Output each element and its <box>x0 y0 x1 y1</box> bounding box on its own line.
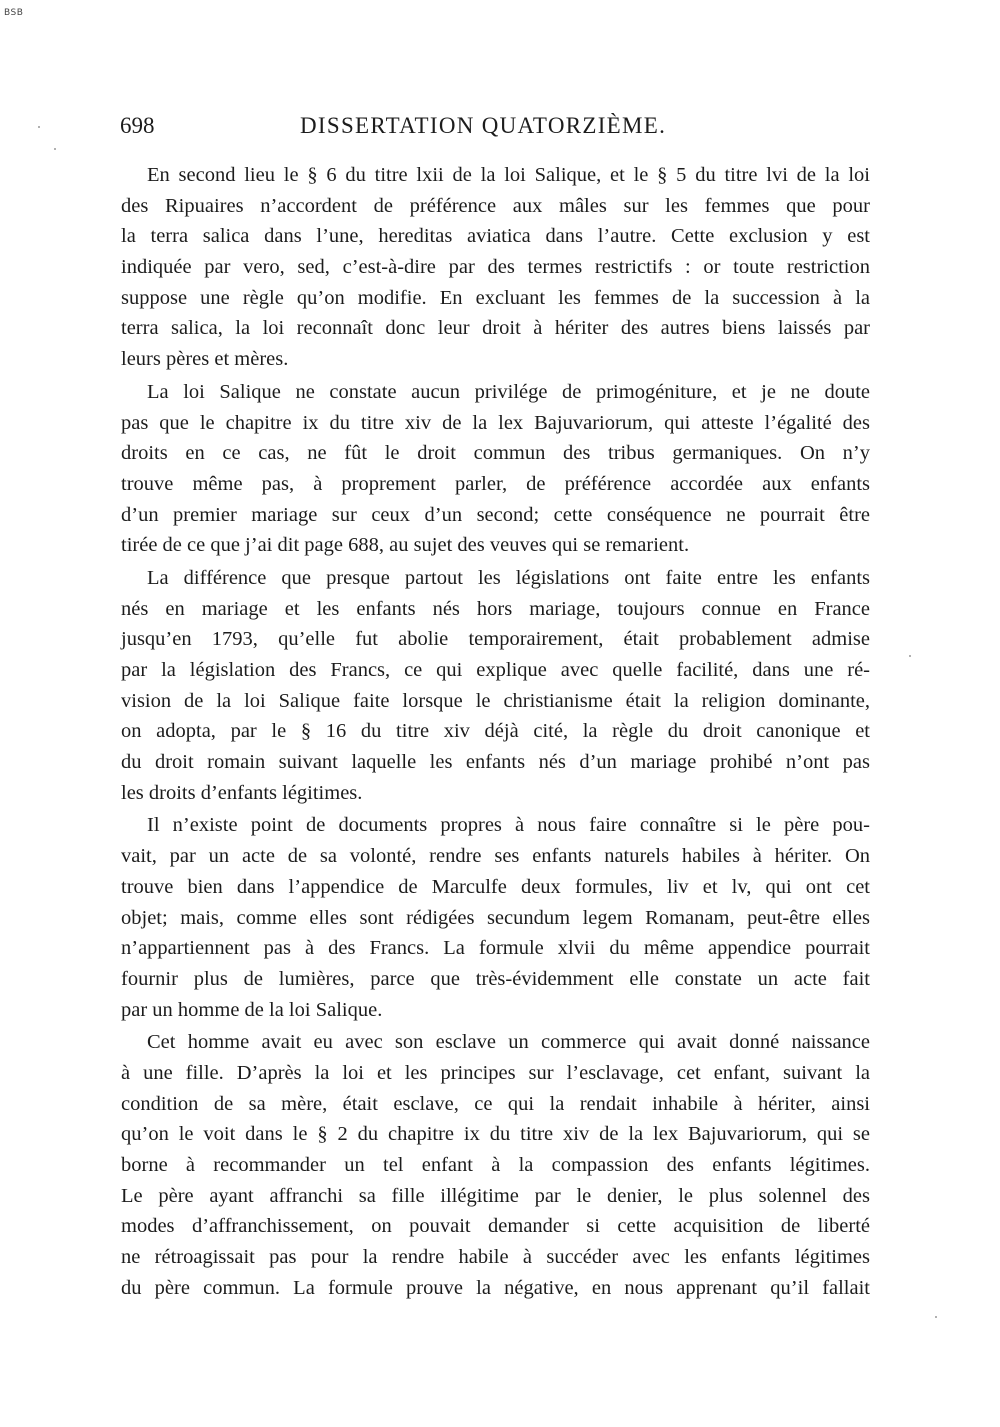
text-line: qu’on le voit dans le § 2 du chapitre ix du titre xiv de la lex Bajuvariorum, qui se <box>121 1123 870 1146</box>
paragraph <box>121 810 870 1025</box>
text-line: droits en ce cas, ne fût le droit commun des tribus germaniques. On n’y <box>121 442 870 465</box>
library-watermark: BSB <box>4 8 24 18</box>
body-text <box>121 160 870 1303</box>
text-line: indiquée par vero, sed, c’est-à-dire par des termes restrictifs : or toute restriction <box>121 256 870 279</box>
paper-speck <box>909 655 911 657</box>
paragraph <box>121 563 870 809</box>
text-line: condition de sa mère, était esclave, ce qui la rendait inhabile à hériter, ainsi <box>121 1092 870 1115</box>
running-title: DISSERTATION QUATORZIÈME. <box>300 113 667 138</box>
text-line: tirée de ce que j’ai dit page 688, au sujet des veuves qui se remarient. <box>121 534 690 557</box>
text-line: du droit romain suivant laquelle les enfants nés d’un mariage prohibé n’ont pas <box>121 751 870 774</box>
text-line: on adopta, par le § 16 du titre xiv déjà cité, la règle du droit canonique et <box>121 720 870 743</box>
page-header <box>120 113 870 143</box>
text-line: la terra salica dans l’une, hereditas aviatica dans l’autre. Cette exclusion y est <box>121 225 870 248</box>
text-line: par la législation des Francs, ce qui explique avec quelle facilité, dans une ré- <box>121 659 870 681</box>
text-line: vait, par un acte de sa volonté, rendre ses enfants naturels habiles à hériter. On <box>121 845 870 868</box>
text-line: à une fille. D’après la loi et les principes sur l’esclavage, cet enfant, suivant la <box>121 1061 870 1084</box>
text-line: terra salica, la loi reconnaît donc leur droit à hériter des autres biens laissés par <box>121 317 870 340</box>
text-line: par un homme de la loi Salique. <box>121 998 383 1021</box>
text-line: leurs pères et mères. <box>121 348 289 371</box>
paragraph <box>121 1027 870 1303</box>
text-line: objet; mais, comme elles sont rédigées secundum legem Romanam, peut-être elles <box>121 906 870 929</box>
text-line: du père commun. La formule prouve la négative, en nous apprenant qu’il fallait <box>121 1276 870 1299</box>
text-line: ne rétroagissait pas pour la rendre habile à succéder avec les enfants légitimes <box>121 1246 870 1269</box>
text-line: En second lieu le § 6 du titre lxii de la loi Salique, et le § 5 du titre lvi de la loi <box>147 164 870 186</box>
text-line: modes d’affranchissement, on pouvait demander si cette acquisition de liberté <box>121 1215 870 1238</box>
text-line: jusqu’en 1793, qu’elle fut abolie temporairement, était probablement admise <box>121 628 870 651</box>
paper-speck <box>38 126 40 128</box>
text-line: des Ripuaires n’accordent de préférence aux mâles sur les femmes que pour <box>121 194 870 217</box>
text-line: La loi Salique ne constate aucun privilége de primogéniture, et je ne doute <box>147 380 870 403</box>
paper-speck <box>935 1316 937 1318</box>
page-number: 698 <box>120 113 155 138</box>
text-line: borne à recommander un tel enfant à la compassion des enfants légitimes. <box>121 1154 870 1176</box>
text-line: Le père ayant affranchi sa fille illégitime par le denier, le plus solennel des <box>121 1184 870 1207</box>
text-line: Cet homme avait eu avec son esclave un commerce qui avait donné naissance <box>147 1031 870 1054</box>
text-line: vision de la loi Salique faite lorsque le christianisme était la religion dominante, <box>121 689 870 712</box>
text-line: pas que le chapitre ix du titre xiv de la lex Bajuvariorum, qui atteste l’égalité des <box>121 411 870 434</box>
text-line: d’un premier mariage sur ceux d’un second; cette conséquence ne pourrait être <box>121 503 870 526</box>
text-line: les droits d’enfants légitimes. <box>121 781 363 804</box>
text-line: fournir plus de lumières, parce que très-évidemment elle constate un acte fait <box>121 967 870 990</box>
paragraph <box>121 160 870 375</box>
text-line: n’appartiennent pas à des Francs. La formule xlvii du même appendice pourrait <box>121 937 870 960</box>
text-line: suppose une règle qu’on modifie. En excluant les femmes de la succession à la <box>121 286 870 309</box>
text-line: La différence que presque partout les législations ont faite entre les enfants <box>147 566 870 589</box>
text-line: trouve même pas, à proprement parler, de préférence accordée aux enfants <box>121 472 870 495</box>
text-line: Il n’existe point de documents propres à nous faire connaître si le père pou- <box>147 814 870 837</box>
paper-speck <box>54 148 56 150</box>
paragraph <box>121 377 870 561</box>
text-line: trouve bien dans l’appendice de Marculfe deux formules, liv et lv, qui ont cet <box>121 875 870 898</box>
text-line: nés en mariage et les enfants nés hors mariage, toujours connue en France <box>121 597 870 620</box>
